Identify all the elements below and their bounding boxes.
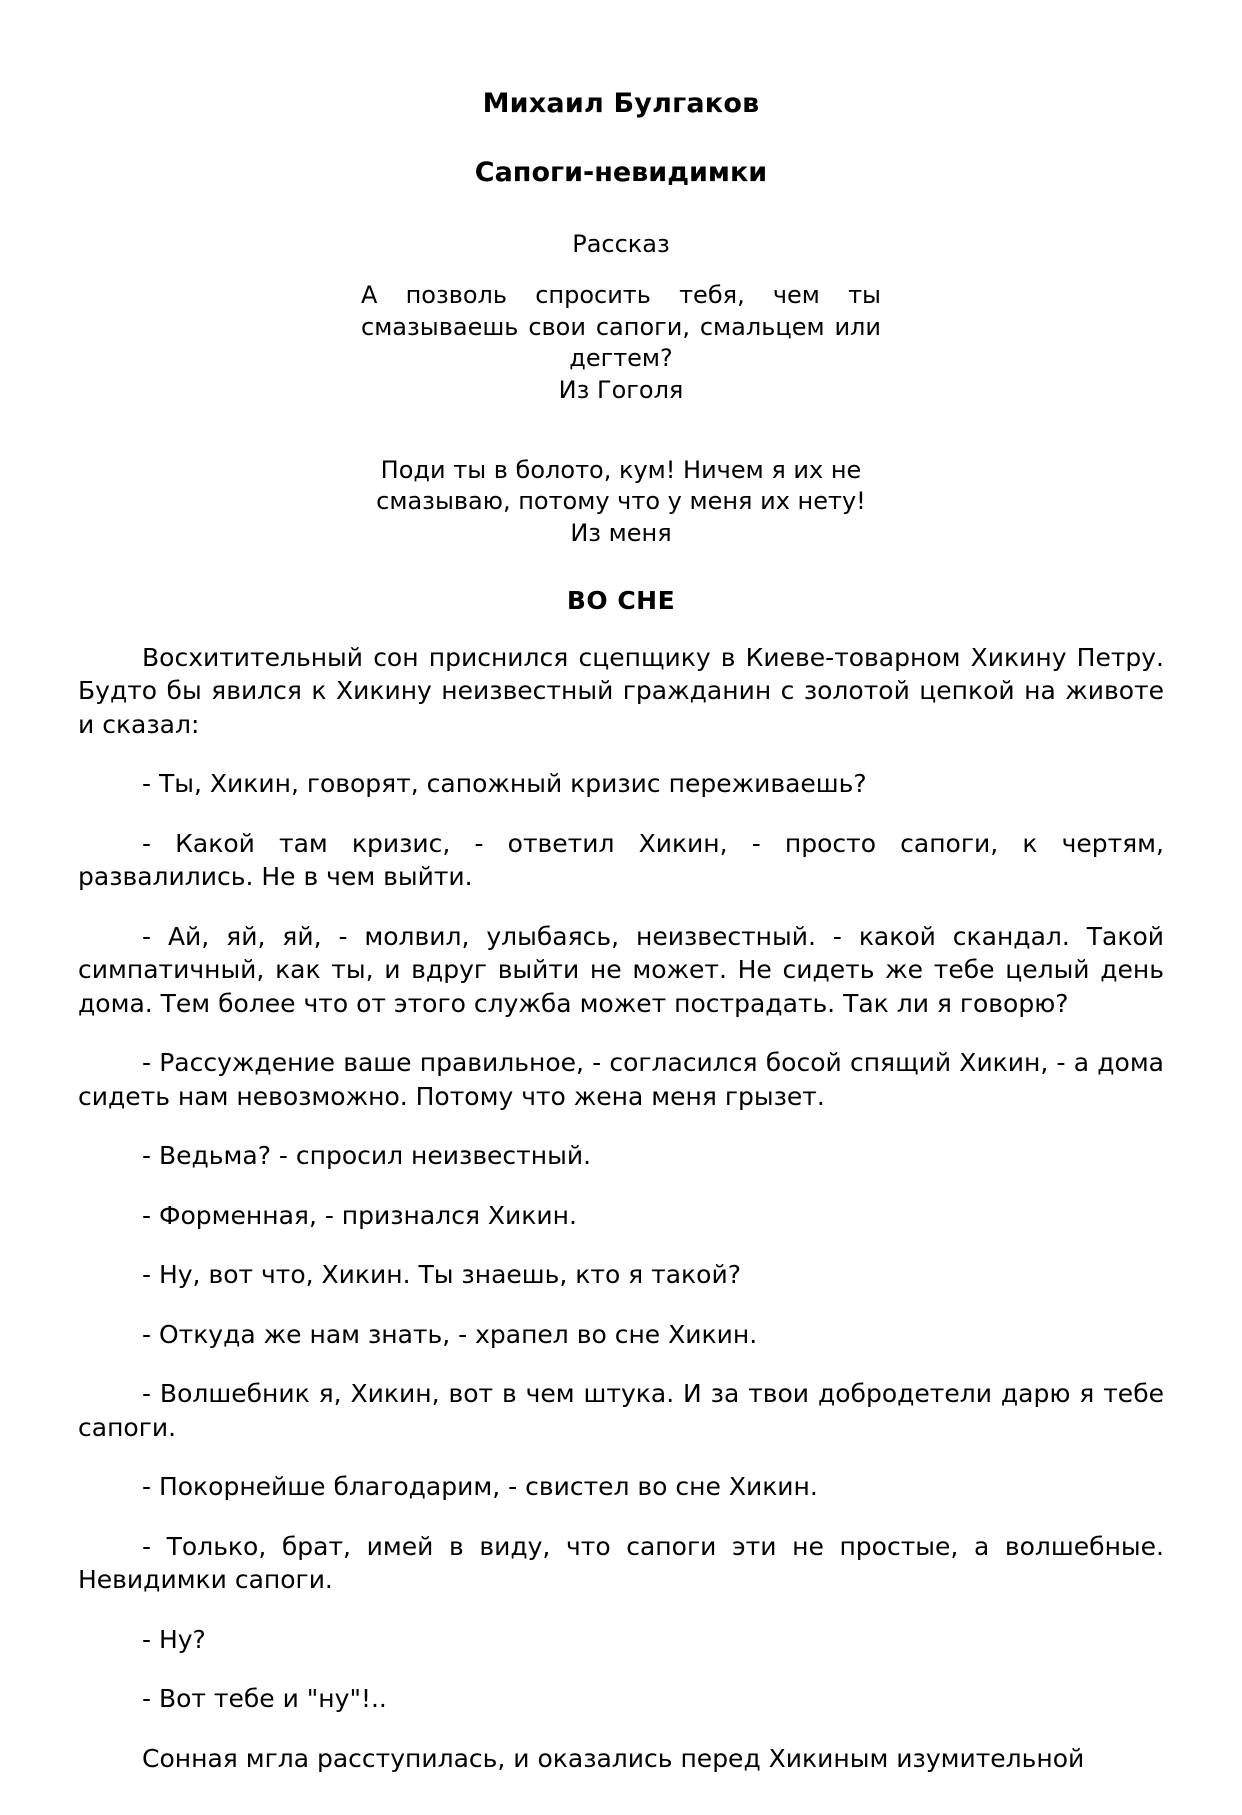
paragraph: - Какой там кризис, - ответил Хикин, - просто сапоги, к чертям, развалились. Не в чем выйти. — [78, 828, 1164, 892]
epigraph-first — [361, 280, 881, 407]
paragraph: - Только, брат, имей в виду, что сапоги эти не простые, а волшебные. Невидимки сапоги. — [78, 1531, 1164, 1595]
paragraph: - Ну, вот что, Хикин. Ты знаешь, кто я такой? — [142, 1260, 741, 1290]
paragraph: - Форменная, - признался Хикин. — [142, 1200, 577, 1230]
paragraph: - Рассуждение ваше правильное, - согласился босой спящий Хикин, - а дома сидеть нам невозможно. Потому что жена меня грызет. — [78, 1048, 1164, 1111]
paragraph: - Вот тебе и "ну"!.. — [142, 1684, 387, 1714]
paragraph: - Ай, яй, яй, - молвил, улыбаясь, неизвестный. - какой скандал. Такой симпатичный, как ты, и вдруг выйти не может. Не сидеть же тебе целый день дома. Тем более что от этого служба может пострадать. Так ли я говорю? — [78, 921, 1164, 1018]
paragraph: - Волшебник я, Хикин, вот в чем штука. И за твои добродетели дарю я тебе сапоги. — [78, 1379, 1164, 1442]
paragraph: - Ведьма? - спросил неизвестный. — [142, 1141, 592, 1171]
paragraph: - Откуда же нам знать, - храпел во сне Хикин. — [142, 1319, 758, 1349]
document-title: Сапоги-невидимки — [474, 157, 768, 188]
epigraph-first-source: Из Гоголя — [558, 376, 684, 405]
document-genre: Рассказ — [572, 230, 670, 258]
epigraph-first-text: А позволь спросить тебя, чем ты смазываешь свои сапоги, смальцем или дегтем? — [361, 281, 881, 373]
epigraph-second — [361, 455, 881, 550]
epigraph-second-text: Поди ты в болото, кум! Ничем я их не смазываю, потому что у меня их нету! — [376, 455, 866, 516]
section-heading: ВО СНЕ — [566, 585, 676, 615]
document-author: Михаил Булгаков — [482, 88, 760, 119]
epigraph-second-source: Из меня — [570, 519, 672, 548]
paragraph: - Ты, Хикин, говорят, сапожный кризис переживаешь? — [142, 769, 867, 799]
paragraph: Восхитительный сон приснился сцепщику в Киеве-товарном Хикину Петру. Будто бы явился к Хикину неизвестный гражданин с золотой цепкой на животе и сказал: — [78, 642, 1164, 739]
paragraph: Сонная мгла расступилась, и оказались перед Хикиным изумительной — [142, 1743, 1085, 1773]
paragraph: - Покорнейше благодарим, - свистел во сне Хикин. — [142, 1472, 818, 1502]
paragraph: - Ну? — [142, 1624, 206, 1654]
